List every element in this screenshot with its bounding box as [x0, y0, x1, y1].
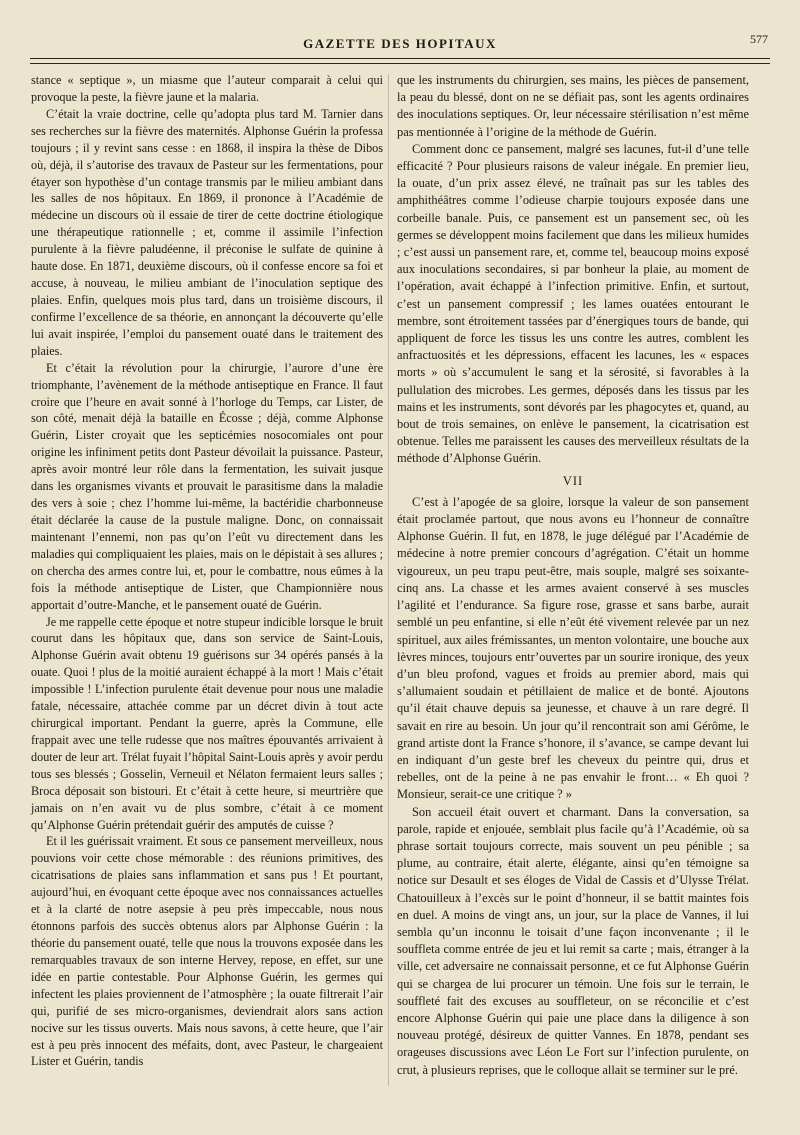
paragraph: C’était la vraie doctrine, celle qu’adopta plus tard M. Tarnier dans ses recherches sur la fièvre des maternités. Alphonse Guérin la professa toujours ; il y revint sans cesse : en 1868, il inspira la thèse de Dibos où, déjà, il s’autorise des travaux de Pasteur sur les fermentations, pour étayer son hypothèse d’un contage transmis par le milieu ambiant dans les salles de nos hôpitaux. En 1869, il prononce à l’Académie de médecine un discours où il essaie de tirer de cette doctrine étiologique une thérapeutique rationnelle ; et, comme il assimile l’infection purulente à la fièvre paludéenne, il préconise le sulfate de quinine à haute dose. En 1871, deuxième discours, où il confesse encore sa foi et accuse, à nouveau, le milieu ambiant de l’inoculation septique des plaies. Enfin, quelques mois plus tard, dans un troisième discours, il confirme l’excellence de sa théorie, en annonçant la découverte qu’elle lui avait inspirée, l’emploi du pansement ouaté dans le traitement des plaies. — [31, 106, 383, 358]
paragraph: Et il les guérissait vraiment. Et sous ce pansement merveilleux, nous pouvions voir cette chose mémorable : des réunions primitives, des cicatrisations de plaies sans inflammation et sans pus ! Et pourtant, aujourd’hui, en évoquant cette époque avec nos connaissances actuelles et à la clarté de notre asepsie à peu près impeccable, nous nous étonnons parfois des succès obtenus alors par Alphonse Guérin : la théorie du pansement ouaté, telle que nous la trouvons exposée dans les remarquables travaux de son interne Hervey, repose, en effet, sur une idée en partie contestable. Pour Alphonse Guérin, les germes qui infectent les plaies proviennent de l’atmosphère ; la ouate filtrerait l’air qui, purifié de ses micro-organismes, deviendrait alors sans action nocive sur les tissus ouverts. Mais nous savons, à cette heure, que l’air est à peu près innocent des méfaits, dont, avec Pasteur, le chargeaient Lister et Guérin, tandis — [31, 834, 383, 1069]
page-header — [30, 30, 770, 60]
journal-title: GAZETTE DES HOPITAUX — [303, 36, 497, 51]
header-rule — [30, 58, 770, 59]
header-rule-thin — [30, 63, 770, 64]
paragraph: Comment donc ce pansement, malgré ses lacunes, fut-il d’une telle efficacité ? Pour plusieurs raisons de valeur inégale. En premier lieu, la ouate, d’un prix assez élevé, ne traînait pas sur les tables des amphithéâtres comme l’odieuse charpie toujours exposée dans une corbeille banale. Puis, ce pansement est un pansement sec, où les germes se développent moins facilement que dans les milieux humides ; c’est aussi un pansement rare, et, comme tel, beaucoup moins exposé aux inoculations secondaires, si par bonheur la plaie, au moment de l’opération, avait échappé à l’infection primitive. Enfin, et surtout, c’est un pansement compressif ; les lames ouatées entourant le membre, sont étroitement tassées par d’énergiques tours de bande, qui appliquent de force les tissus les uns contre les autres, comblent les anfractuosités et les dépressions, effacent les lacunes, les « espaces morts » où s’accumulent le sang et la sérosité, si favorables à la pullulation des microbes. Les germes, déposés dans les tissus par les mains et les instruments, sont dévorés par les phagocytes et, quand, au bout de trois semaines, on enlève le pansement, la cicatrisation est obtenue. Telles me paraissent les causes des merveilleux résultats de la méthode d’Alphonse Guérin. — [397, 141, 749, 466]
paragraph: C’est à l’apogée de sa gloire, lorsque la valeur de son pansement était proclamée partout, que nous avons eu l’honneur de connaître Alphonse Guérin. Il fut, en 1878, le juge délégué par l’Académie de médecine à notre premier concours d’agrégation. C’était un homme vigoureux, un peu trapu peut-être, mais souple, malgré ses soixante-cinq ans. La chasse et les armes avaient conservé à ses muscles l’agilité et l’endurance. Sa figure rose, grasse et sans barbe, aurait semblé un peu enfantine, si elle n’eût été vivement relevée par un nez spirituel, aux ailes frémissantes, un menton volontaire, une bouche aux lèvres minces, toujours entr’ouvertes par un sourire ironique, des yeux d’un bleu profond, vagues et froids au premier abord, mais qui s’allumaient soudain et pétillaient de malice et de bonté. Ajoutons qu’il était chauve depuis sa jeunesse, et chauve à un rare degré. Il savait en rire au besoin. Un jour qu’il rencontrait son ami Gérôme, le grand artiste dont la France s’honore, il s’avance, se campe devant lui en indiquant d’un geste bref les cheveux du peintre qui, drus et rebelles, ont de la peine à ne pas envahir le front… « Eh quoi ? Monsieur, serait-ce une critique ? » — [397, 494, 749, 802]
section-heading: VII — [562, 473, 584, 488]
paragraph: stance « septique », un miasme que l’auteur comparait à celui qui provoque la peste, la fièvre jaune et la malaria. — [31, 73, 383, 104]
page-number: 577 — [750, 32, 768, 46]
left-column — [31, 72, 383, 1070]
paragraph: que les instruments du chirurgien, ses mains, les pièces de pansement, la peau du blessé, dont on ne se défiait pas, sont les agents ordinaires des inoculations septiques. Or, leur nécessaire stérilisation n’est même pas mentionnée à l’origine de la méthode de Guérin. — [397, 73, 749, 139]
paragraph: Son accueil était ouvert et charmant. Dans la conversation, sa parole, rapide et enjouée, semblait plus facile qu’à l’Académie, où sa phrase sortait toujours correcte, mais souvent un peu pénible ; sa plume, au contraire, était alerte, élégante, ainsi qu’en témoigne sa notice sur Desault et ses éloges de Vidal de Cassis et d’Ulysse Trélat. Chatouilleux à l’excès sur le point d’honneur, il se battit maintes fois en duel. A moins de vingt ans, un jour, sur la place de Vannes, il lui sembla qu’un inconnu le toisait d’une façon inconvenante ; il le souffleta comme entrée de jeu et lui remit sa carte ; mais, étranger à la ville, cet adversaire ne connaissait personne, et ce fut Alphonse Guérin qui se chargea de lui procurer un témoin. Une fois sur le terrain, le souffleté fait des excuses au souffleteur, on se réconcilie et c’est encore Alphonse Guérin qui paie une place dans la diligence à son nouveau protégé, désireux de quitter Vannes. En 1878, pendant ses orageuses discussions avec Léon Le Fort sur l’infection purulente, on crut, à plusieurs reprises, que le colloque allait se terminer sur le pré. — [397, 804, 749, 1077]
paragraph: Je me rappelle cette époque et notre stupeur indicible lorsque le bruit courut dans les hôpitaux que, dans son service de Saint-Louis, Alphonse Guérin avait obtenu 19 guérisons sur 34 opérés pansés à la ouate. Quoi ! plus de la moitié auraient échappé à la mort ! Mais c’était impossible ! L’infection purulente était devenue pour nous une maladie fatale, nécessaire, attachée comme par un décret divin à tout acte chirurgical important. Pendant la guerre, après la Commune, elle frappait avec une telle rudesse que nos maîtres épouvantés arrivaient à douter de leur art. Trélat fuyait l’hôpital Saint-Louis après y avoir perdu tous ses blessés ; Gosselin, Verneuil et Nélaton fermaient leurs salles ; Broca déposait son bistouri. Et c’était à cette heure, si meurtrière que jamais on n’en avait vu de plus sombre, c’était à ce moment qu’Alphonse Guérin prétendait guérir des amputés de cuisse ? — [31, 614, 383, 832]
column-divider — [388, 74, 389, 1086]
paragraph: Et c’était la révolution pour la chirurgie, l’aurore d’une ère triomphante, l’avènement de la méthode antiseptique en France. Il faut croire que l’heure en avait sonné à l’horloge du Temps, car Lister, de son côté, menait déjà la bataille en Écosse ; déjà, comme Alphonse Guérin, Lister croyait que les septicémies nosocomiales ont pour origine les infiniment petits dont Pasteur dévoilait la puissance. Pasteur, après avoir montré leur rôle dans la fermentation, les suivait jusque dans les organismes vivants et prouvait le parasitisme dans la maladie des vers à soie ; chez l’homme lui-même, la bactéridie charbonneuse était déclarée la cause de la pustule maligne. Donc, on connaissait maintenant l’ennemi, non pas qu’on l’eût vu directement dans les maladies qui compliquaient les plaies, mais on le dépistait à ses allures ; on chercha des armes contre lui, et, pour le combattre, nous eûmes à la fois la méthode antiseptique de Lister, que Championnière nous apportait d’outre-Manche, et le pansement ouaté de Guérin. — [31, 360, 383, 612]
right-column — [397, 72, 749, 1079]
